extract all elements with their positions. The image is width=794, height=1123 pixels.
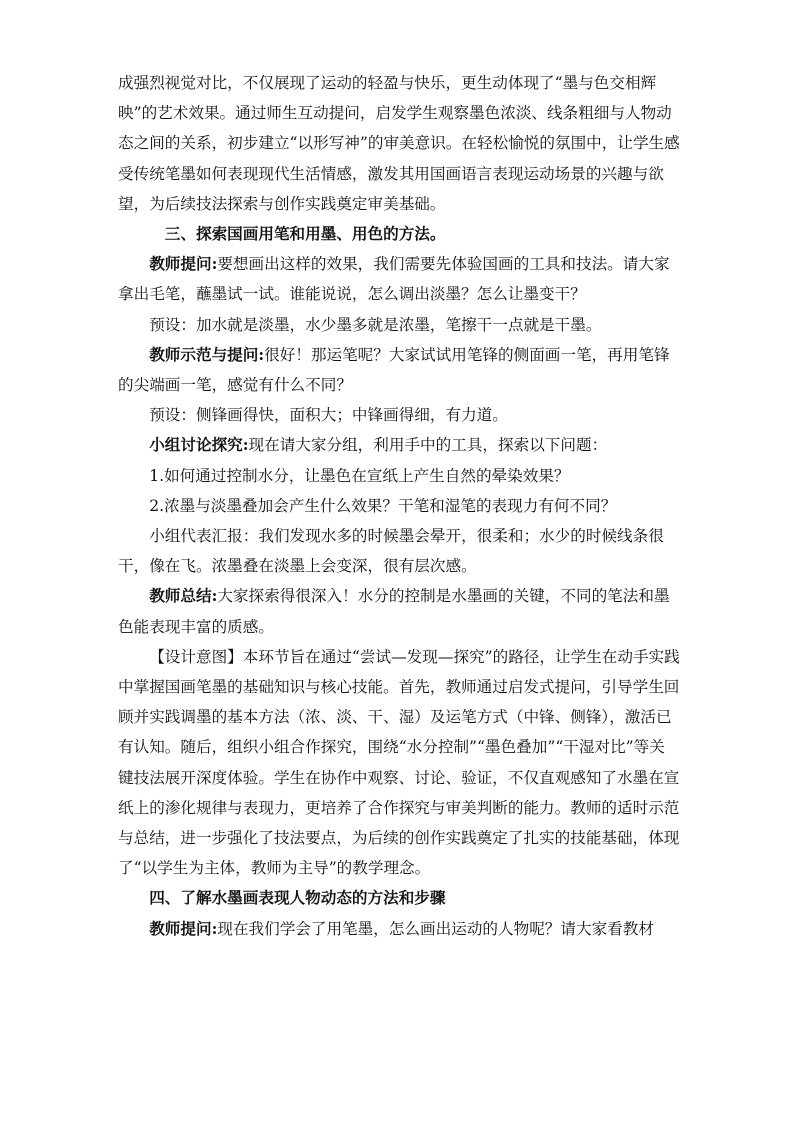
design-intent: 【设计意图】本环节旨在通过“尝试—发现—探究”的路径，让学生在动手实践中掌握国画笔墨的基础知识与核心技能。首先，教师通过启发式提问，引导学生回顾并实践调墨的基本方法（浓、淡、干、湿）及运笔方式（中锋、侧锋），激活已有认知。随后，组织小组合作探究，围绕“水分控制”“墨色叠加”“干湿对比”等关键技法展开深度体验。学生在协作中观察、讨论、验证，不仅直观感知了水墨在宣纸上的渗化规律与表现力，更培养了合作探究与审美判断的能力。教师的适时示范与总结，进一步强化了技法要点，为后续的创作实践奠定了扎实的技能基础，体现了“以学生为主体，教师为主导”的教学理念。 xyxy=(118,647,680,878)
teacher-question-2-text: 现在我们学会了用笔墨，怎么画出运动的人物呢？请大家看教材 xyxy=(217,919,654,938)
teacher-question-1 xyxy=(118,249,680,309)
teacher-demo xyxy=(118,340,680,400)
teacher-question-2 xyxy=(118,914,680,944)
group-discussion xyxy=(118,430,680,460)
document-body xyxy=(118,68,680,944)
paragraph-continued: 成强烈视觉对比，不仅展现了运动的轻盈与快乐，更生动体现了“墨与色交相辉映”的艺术效果。通过师生互动提问，启发学生观察墨色浓淡、线条粗细与人物动态之间的关系，初步建立“以形写神”的审美意识。在轻松愉悦的氛围中，让学生感受传统笔墨如何表现现代生活情感，激发其用国画语言表现运动场景的兴趣与欲望，为后续技法探索与创作实践奠定审美基础。 xyxy=(118,74,680,213)
discussion-item-2: 2.浓墨与淡墨叠加会产生什么效果？干笔和湿笔的表现力有何不同？ xyxy=(149,496,617,515)
preset-answer-1: 预设：加水就是淡墨，水少墨多就是浓墨，笔擦干一点就是干墨。 xyxy=(149,315,602,334)
teacher-summary-label: 教师总结: xyxy=(149,586,218,606)
discussion-item-1: 1.如何通过控制水分，让墨色在宣纸上产生自然的晕染效果？ xyxy=(149,466,570,485)
section-3-heading: 三、探索国画用笔和用墨、用色的方法。 xyxy=(164,224,446,244)
preset-answer-2: 预设：侧锋画得快，面积大；中锋画得细，有力道。 xyxy=(149,406,508,425)
teacher-summary-text: 大家探索得很深入！水分的控制是水墨画的关键，不同的笔法和墨色能表现丰富的质感。 xyxy=(118,587,670,636)
teacher-demo-label: 教师示范与提问: xyxy=(149,344,265,364)
teacher-summary xyxy=(118,581,680,641)
group-discussion-label: 小组讨论探究: xyxy=(149,435,249,455)
group-report: 小组代表汇报：我们发现水多的时候墨会晕开，很柔和；水少的时候线条很干，像在飞。浓墨叠在淡墨上会变深，很有层次感。 xyxy=(118,527,664,576)
teacher-demo-text: 很好！那运笔呢？大家试试用笔锋的侧面画一笔，再用笔锋的尖端画一笔，感觉有什么不同？ xyxy=(118,345,670,395)
section-4-heading: 四、了解水墨画表现人物动态的方法和步骤 xyxy=(149,888,446,908)
teacher-question-2-label: 教师提问: xyxy=(149,918,218,938)
teacher-question-1-label: 教师提问: xyxy=(149,254,218,274)
group-discussion-text: 现在请大家分组，利用手中的工具，探索以下问题： xyxy=(248,436,608,455)
teacher-question-1-text: 要想画出这样的效果，我们需要先体验国画的工具和技法。请大家拿出毛笔，蘸墨试一试。谁能说说，怎么调出淡墨？怎么让墨变干？ xyxy=(118,255,670,304)
